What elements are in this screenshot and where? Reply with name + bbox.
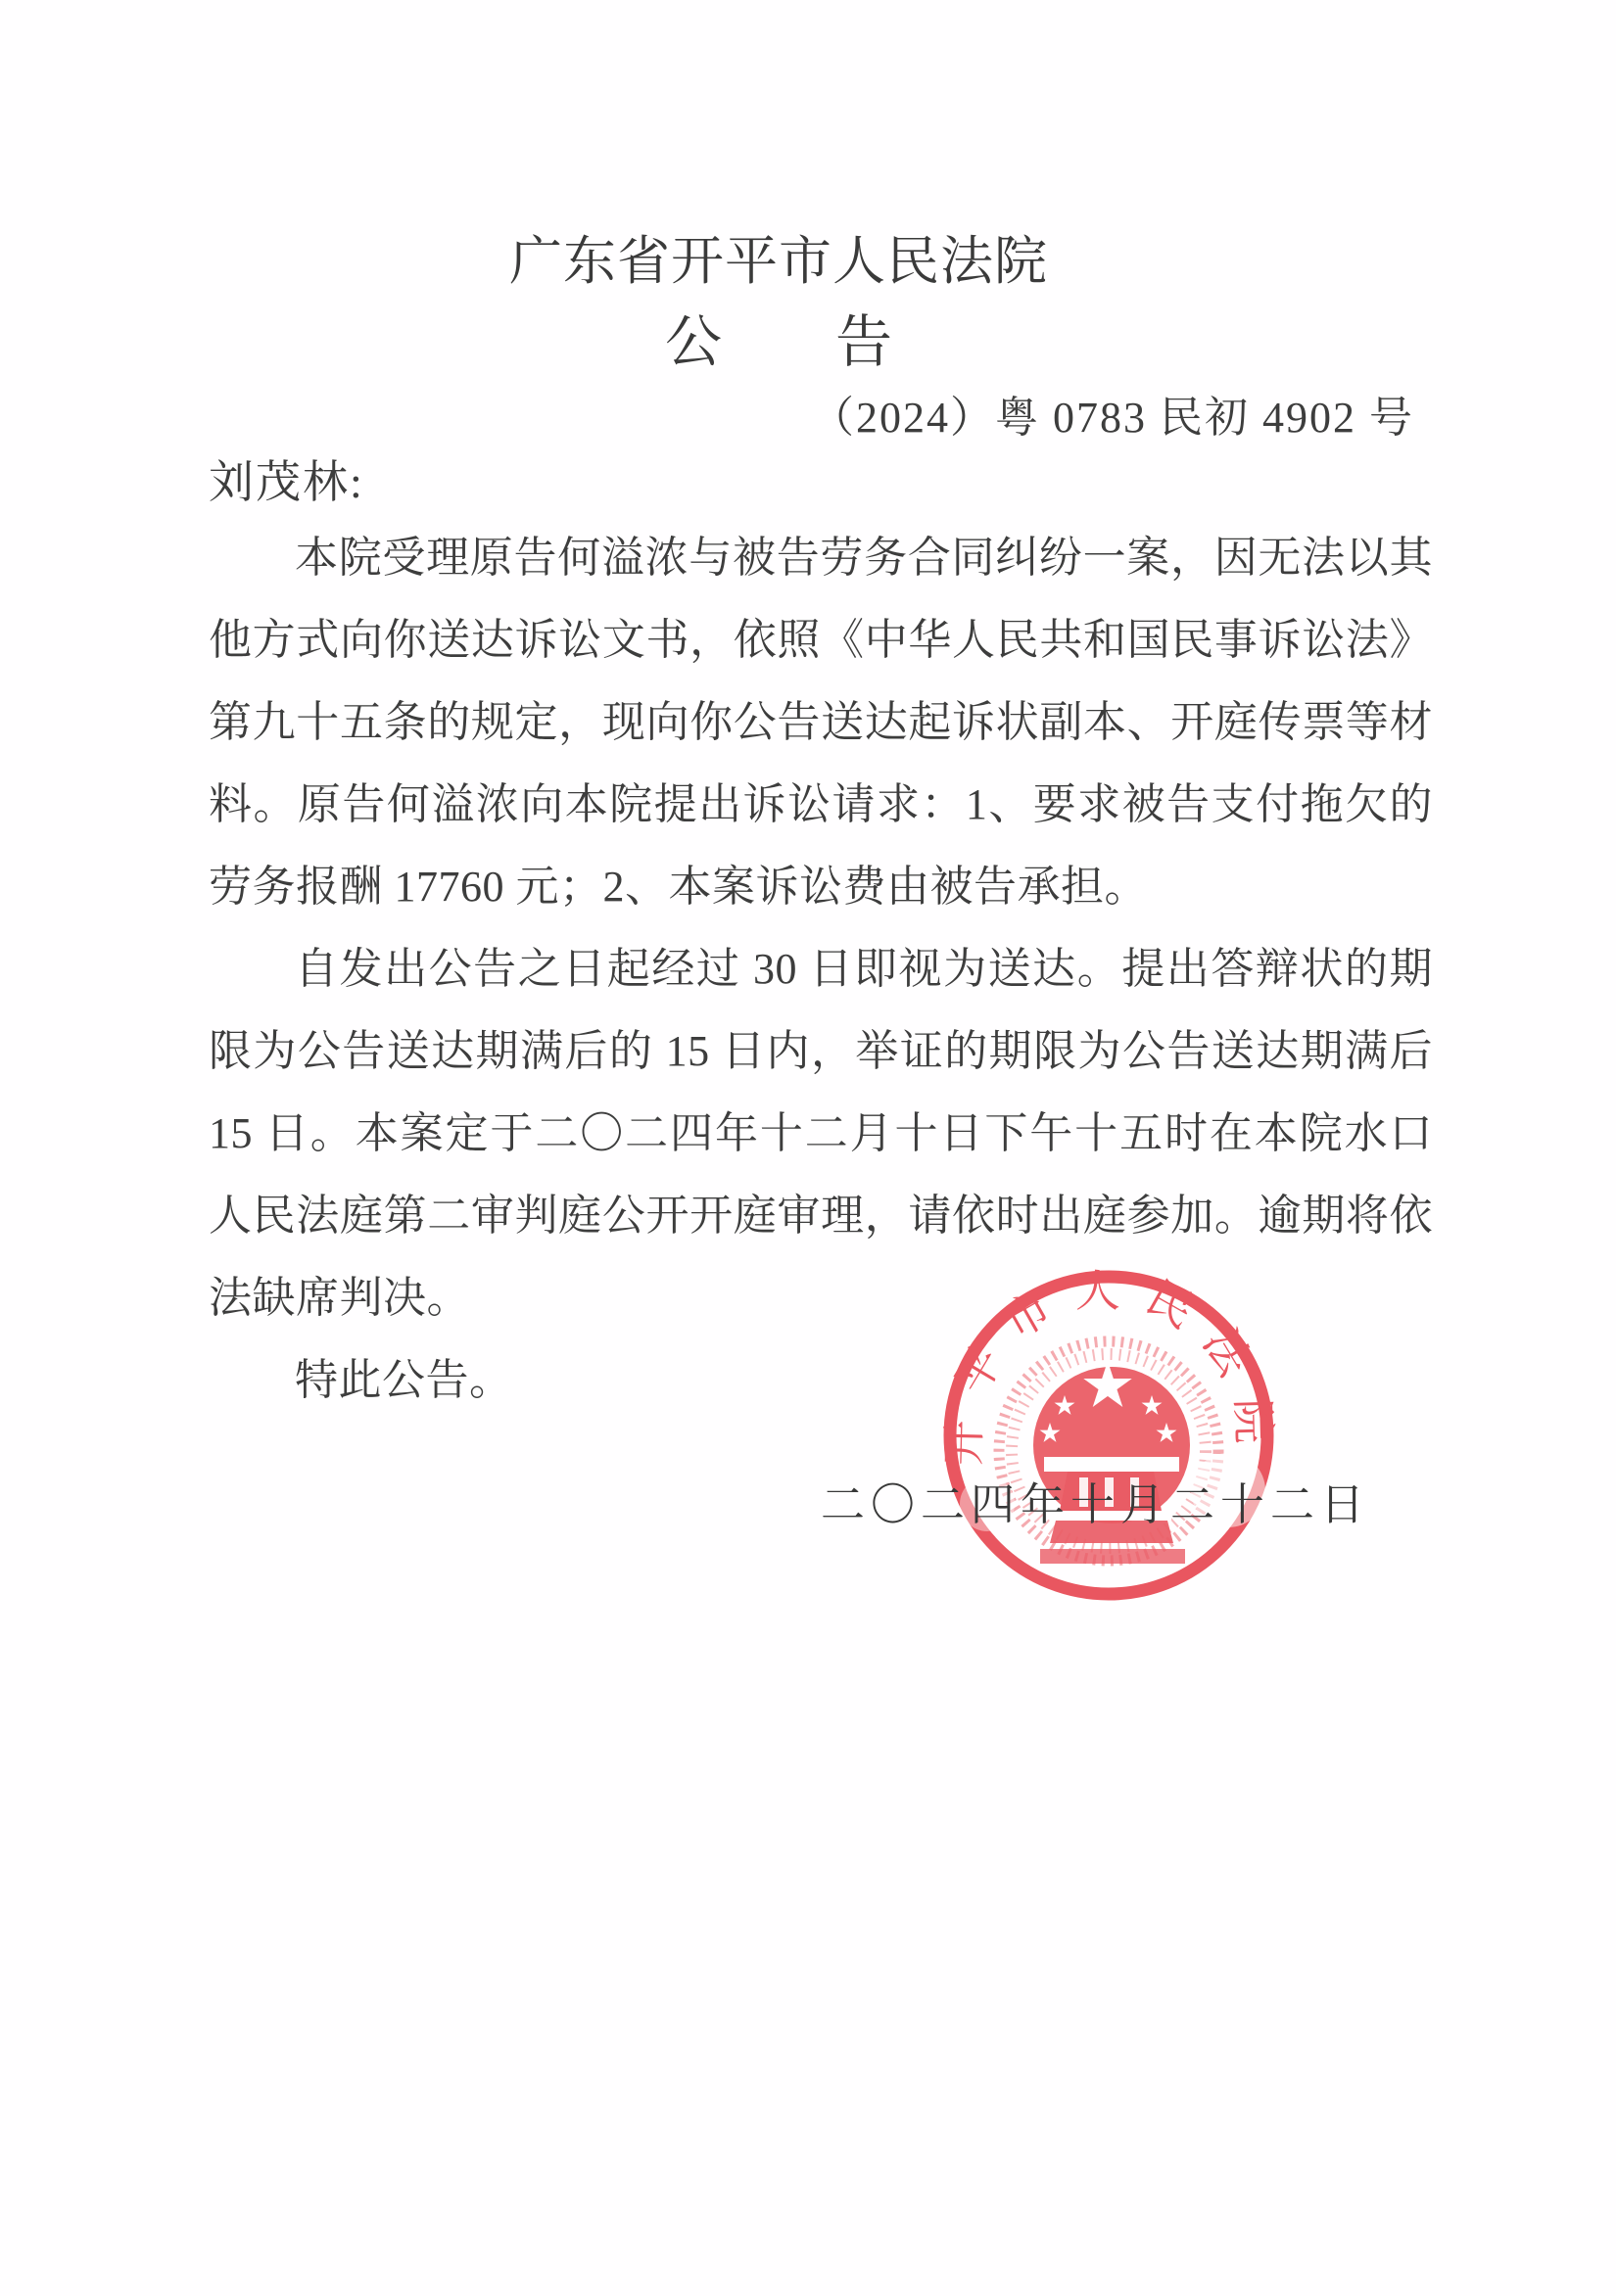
case-number: （2024）粤 0783 民初 4902 号 <box>811 394 1414 442</box>
court-name-title: 广东省开平市人民法院 <box>509 232 1048 291</box>
announcement-title: 公 告 <box>664 310 892 374</box>
addressee-name: 刘茂林: <box>209 457 364 507</box>
body-paragraph: 本院受理原告何溢浓与被告劳务合同纠纷一案，因无法以其他方式向你送达诉讼文书，依照《中华人民共和国民事诉讼法》第九十五条的规定，现向你公告送达起诉状副本、开庭传票等材料。原告何溢浓向本院提出诉讼请求：1、要求被告支付拖欠的劳务报酬 17760 元；2、本案诉讼费由被告承担。 <box>209 534 1433 911</box>
seal-ring-text: 开平市人民法院 <box>938 1266 1279 1467</box>
issue-date: 二〇二四年十月二十二日 <box>821 1480 1371 1529</box>
body-paragraph-closing: 特此公告。 <box>295 1356 513 1404</box>
court-seal <box>930 1257 1288 1615</box>
body-paragraph: 自发出公告之日起经过 30 日即视为送达。提出答辩状的期限为公告送达期满后的 15 日内，举证的期限为公告送达期满后 15 日。本案定于二〇二四年十二月十日下午十五时在本院水口人民法庭第二审判庭公开开庭审理，请依时出庭参加。逾期将依法缺席判决。 <box>209 945 1433 1322</box>
